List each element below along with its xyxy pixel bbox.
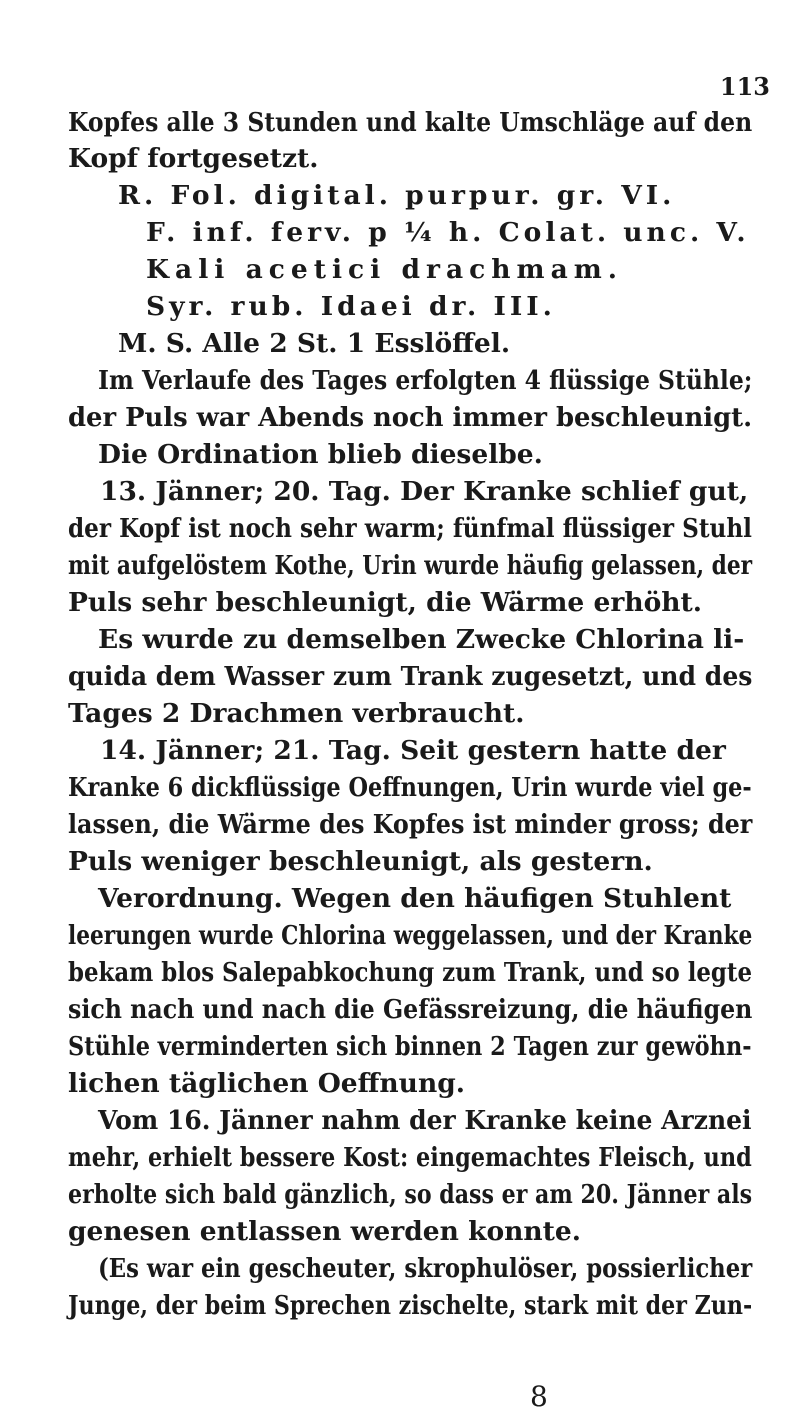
prescription-line-3: Kali acetici drachmam. <box>146 254 624 285</box>
text-line-25: sich nach und nach die Gefässreizung, die häufigen <box>68 994 753 1025</box>
text-line-13: mit aufgelöstem Kothe, Urin wurde häufig gelassen, der <box>68 550 753 581</box>
text-line-21: Puls weniger beschleunigt, als gestern. <box>68 846 653 877</box>
text-line-32: (Es war ein gescheuter, skrophulöser, possierlicher <box>98 1253 753 1284</box>
text-line-27: lichen täglichen Oeffnung. <box>68 1068 465 1099</box>
text-line-16: quida dem Wasser zum Trank zugesetzt, und des <box>68 661 753 692</box>
text-line-14: Puls sehr beschleunigt, die Wärme erhöht. <box>68 587 702 618</box>
text-line-17: Tages 2 Drachmen verbraucht. <box>68 698 525 729</box>
text-line-19: Kranke 6 dickflüssige Oeffnungen, Urin wurde viel ge- <box>68 772 752 803</box>
text-line-31: genesen entlassen werden konnte. <box>68 1216 581 1247</box>
text-line-1: Kopfes alle 3 Stunden und kalte Umschläge auf den <box>68 107 753 138</box>
text-line-2: Kopf fortgesetzt. <box>68 143 319 174</box>
text-line-22: Verordnung. Wegen den häufigen Stuhlent <box>98 883 732 914</box>
text-line-15: Es wurde zu demselben Zwecke Chlorina li- <box>98 624 745 655</box>
text-line-12: der Kopf ist noch sehr warm; fünfmal flüssiger Stuhl <box>68 513 752 544</box>
text-line-33: Junge, der beim Sprechen zischelte, stark mit der Zun- <box>68 1290 753 1321</box>
prescription-line-1: R. Fol. digital. purpur. gr. VI. <box>118 180 676 211</box>
prescription-line-5: M. S. Alle 2 St. 1 Esslöffel. <box>118 328 511 359</box>
text-line-18: 14. Jänner; 21. Tag. Seit gestern hatte der <box>100 735 726 766</box>
text-line-28: Vom 16. Jänner nahm der Kranke keine Arznei <box>98 1105 752 1136</box>
text-line-24: bekam blos Salepabkochung zum Trank, und so legte <box>68 957 753 988</box>
text-line-26: Stühle verminderten sich binnen 2 Tagen zur gewöhn- <box>68 1031 752 1062</box>
text-line-20: lassen, die Wärme des Kopfes ist minder gross; der <box>68 809 753 840</box>
text-line-23: leerungen wurde Chlorina weggelassen, und der Kranke <box>68 920 753 951</box>
text-line-10: Die Ordination blieb dieselbe. <box>98 439 543 470</box>
text-line-29: mehr, erhielt bessere Kost: eingemachtes Fleisch, und <box>68 1142 752 1173</box>
text-line-9: der Puls war Abends noch immer beschleunigt. <box>68 402 753 433</box>
prescription-line-2: F. inf. ferv. p ¼ h. Colat. unc. V. <box>146 217 750 248</box>
page-number: 113 <box>719 72 770 101</box>
prescription-line-4: Syr. rub. Idaei dr. III. <box>146 291 556 322</box>
text-line-8: Im Verlaufe des Tages erfolgten 4 flüssige Stühle; <box>98 365 753 396</box>
text-line-11: 13. Jänner; 20. Tag. Der Kranke schlief gut, <box>100 476 749 507</box>
text-line-30: erholte sich bald gänzlich, so dass er am 20. Jänner als <box>68 1179 753 1210</box>
signature-mark: 8 <box>530 1380 548 1413</box>
